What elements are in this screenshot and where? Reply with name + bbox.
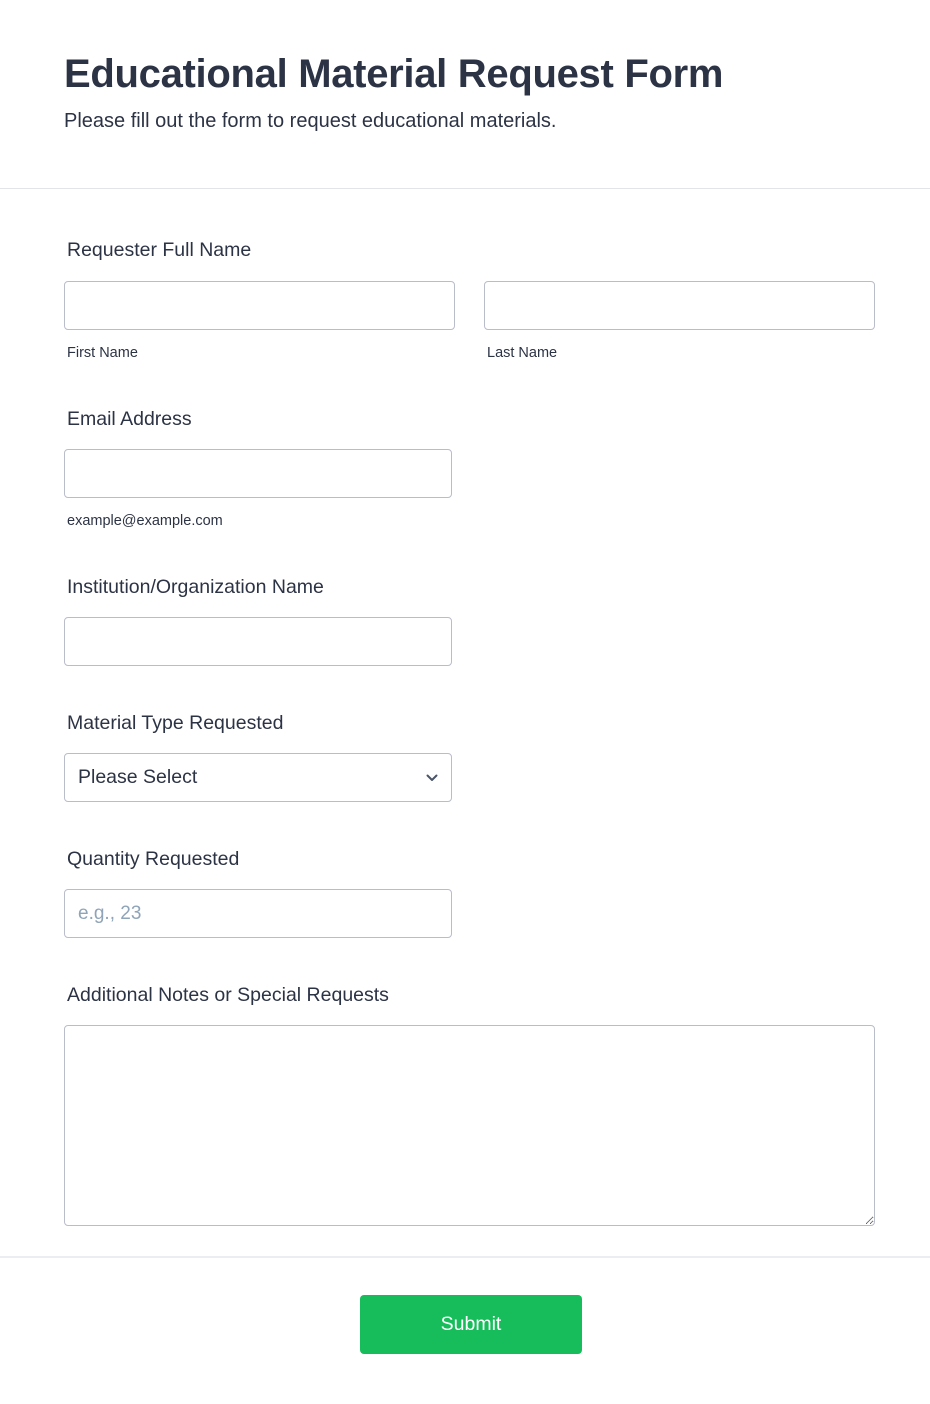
- notes-textarea[interactable]: [64, 1025, 875, 1226]
- material-type-select[interactable]: [64, 753, 452, 802]
- submit-button[interactable]: Submit: [360, 1295, 582, 1354]
- first-name-input[interactable]: [64, 281, 455, 330]
- quantity-input[interactable]: [64, 889, 452, 938]
- email-sublabel: example@example.com: [67, 513, 223, 529]
- footer-divider: [0, 1256, 930, 1258]
- chevron-down-icon: [425, 771, 439, 785]
- email-label: Email Address: [67, 408, 192, 430]
- institution-input[interactable]: [64, 617, 452, 666]
- quantity-label: Quantity Requested: [67, 848, 240, 870]
- material-type-label: Material Type Requested: [67, 712, 284, 734]
- full-name-label: Requester Full Name: [67, 239, 252, 261]
- email-input[interactable]: [64, 449, 452, 498]
- material-type-selected: Please Select: [78, 766, 198, 788]
- page-title: Educational Material Request Form: [64, 52, 724, 96]
- form-header: [0, 0, 930, 189]
- page-subtitle: Please fill out the form to request educational materials.: [64, 110, 557, 132]
- last-name-input[interactable]: [484, 281, 875, 330]
- notes-label: Additional Notes or Special Requests: [67, 984, 389, 1006]
- last-name-sublabel: Last Name: [487, 345, 558, 361]
- first-name-sublabel: First Name: [67, 345, 138, 361]
- institution-label: Institution/Organization Name: [67, 576, 324, 598]
